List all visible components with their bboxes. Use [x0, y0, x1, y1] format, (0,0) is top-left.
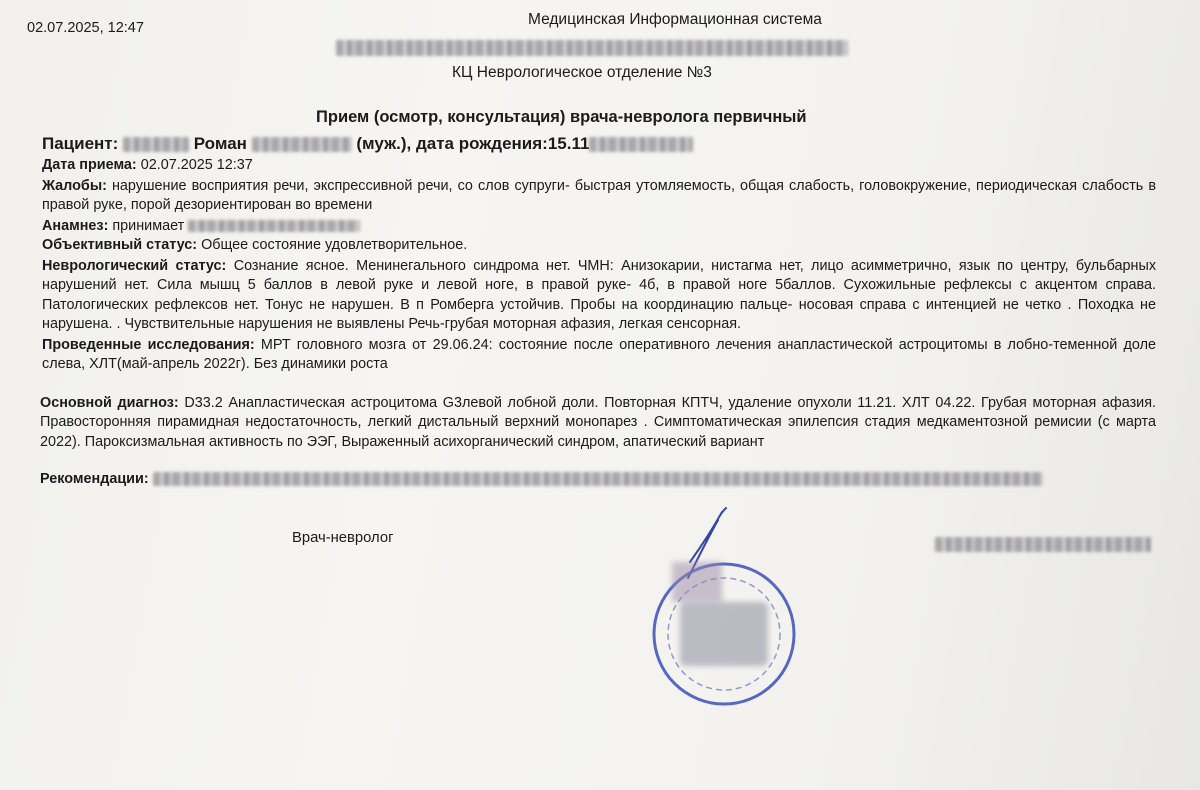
- redacted-medication: [188, 220, 360, 232]
- diagnosis-row: [40, 394, 1156, 452]
- complaints-text: нарушение восприятия речи, экспрессивной речи, со слов супруги- быстрая утомляемость, общая слабость, головокружение, периодическая слабость в правой руке, порой дезориентирован во времени: [42, 178, 1156, 214]
- neuro-status-row: [42, 257, 1156, 335]
- complaints-label: Жалобы:: [42, 178, 107, 194]
- redacted-surname: [123, 137, 189, 152]
- redacted-doctor-name: [935, 537, 1151, 552]
- studies-row: [42, 336, 1156, 375]
- system-name: Медицинская Информационная система: [528, 11, 822, 28]
- objective-status-label: Объективный статус:: [42, 237, 198, 253]
- anamnesis-label: Анамнез:: [42, 218, 109, 234]
- diagnosis-label: Основной диагноз:: [40, 395, 179, 411]
- visit-date-label: Дата приема:: [42, 157, 137, 173]
- visit-date-value: 02.07.2025 12:37: [140, 157, 253, 173]
- anamnesis-text: принимает: [112, 218, 185, 234]
- patient-name: Роман: [193, 134, 247, 153]
- recommendations-label: Рекомендации:: [40, 471, 149, 487]
- document-title: Прием (осмотр, консультация) врача-невролога первичный: [316, 108, 807, 126]
- department-name: КЦ Неврологическое отделение №3: [452, 64, 712, 81]
- objective-status-row: [42, 236, 1156, 255]
- recommendations-row: [40, 470, 1156, 489]
- patient-suffix: (муж.), дата рождения:15.11: [356, 134, 590, 153]
- neuro-status-label: Неврологический статус:: [42, 258, 227, 274]
- redacted-recommendations: [153, 472, 1043, 486]
- patient-line: [42, 134, 693, 154]
- diagnosis-text: D33.2 Анапластическая астроцитома G3левой лобной доли. Повторная КПТЧ, удаление опухоли 11.21. ХЛТ 04.22. Грубая моторная афазия. Правосторонняя пирамидная недостаточность, легкий дистальный верхний монопарез . Симптоматическая эпилепсия стадия медкаментозной ремисии (с марта 2022). Пароксизмальная активность по ЭЭГ, Выраженный асихорганический синдром, апатический вариант: [40, 395, 1157, 450]
- visit-date-row: [42, 156, 1156, 175]
- redacted-patronymic: [252, 137, 352, 152]
- studies-label: Проведенные исследования:: [42, 337, 255, 353]
- studies-text: МРТ головного мозга от 29.06.24: состояние после оперативного лечения анапластической астроцитомы в лобно-теменной доле слева, ХЛТ(май-апрель 2022г). Без динамики роста: [42, 337, 1157, 373]
- stamp-seal: [644, 554, 804, 714]
- complaints-row: [42, 177, 1156, 216]
- anamnesis-row: [42, 217, 1156, 236]
- objective-status-text: Общее состояние удовлетворительное.: [201, 237, 468, 253]
- patient-label: Пациент:: [42, 134, 119, 153]
- neuro-status-text: Сознание ясное. Менинегального синдрома нет. ЧМН: Анизокарии, нистагма нет, лицо асимметрично, язык по центру, бульбарных нарушений нет. Сила мышц 5 баллов в левой руке и левой ноге, в правой руке- 4б, в правой ноге 5баллов. Сухожильные рефлексы с акцентом справа. Патологических рефлексов нет. Тонус не нарушен. В п Ромберга устойчив. Пробы на координацию пальце- носовая справа с интенцией не четко . Походка не нарушена. . Чувствительные нарушения не выявлены Речь-грубая моторная афазия, легкая сенсорная.: [42, 258, 1157, 333]
- doctor-role: Врач-невролог: [292, 530, 394, 546]
- print-datetime: 02.07.2025, 12:47: [27, 20, 144, 36]
- redacted-birth-year: [589, 137, 693, 152]
- redacted-organization: [336, 40, 848, 56]
